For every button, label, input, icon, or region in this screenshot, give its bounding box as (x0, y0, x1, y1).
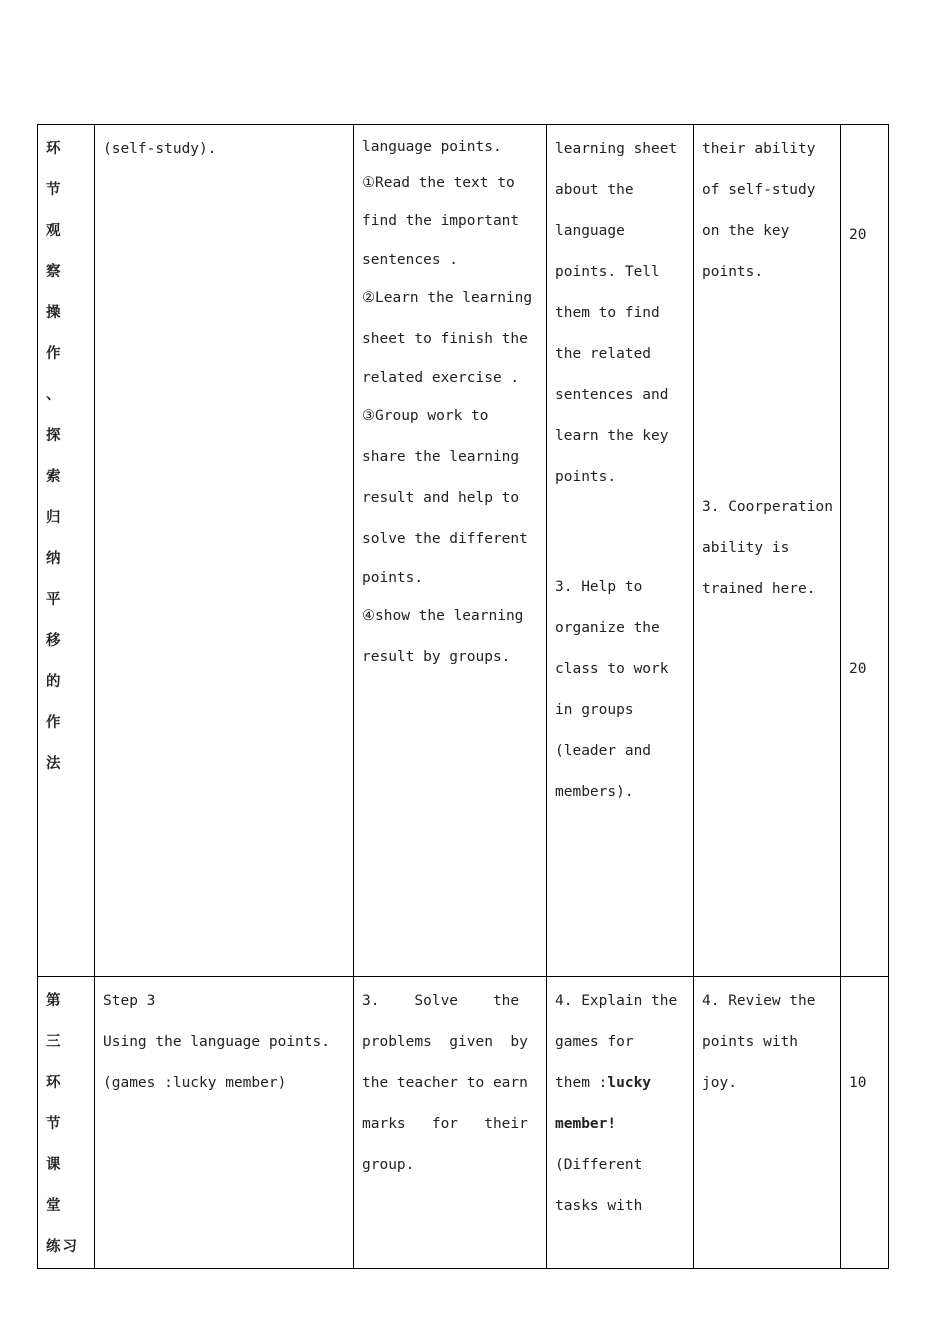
teacher-line (555, 1063, 687, 1104)
activity-line: share the learning (362, 449, 520, 465)
teacher-line: (Different (555, 1157, 643, 1173)
game-name-text: lucky (607, 1075, 652, 1091)
activity-line: marks for their (362, 1116, 528, 1132)
activity-line: points. (362, 570, 424, 586)
time-cell (841, 125, 889, 977)
teacher-cell (547, 125, 694, 977)
activity-line: related exercise . (362, 370, 520, 386)
teacher-line: learning sheet (555, 141, 678, 157)
content-text: (games :lucky member) (103, 1075, 287, 1091)
teacher-line: class to work (555, 661, 669, 677)
stage-text: 环 节 (46, 1075, 63, 1132)
teacher-line: sentences and (555, 387, 669, 403)
activity-line: group. (362, 1157, 415, 1173)
purpose-line: joy. (702, 1075, 737, 1091)
teacher-line: 4. Explain the (555, 993, 678, 1009)
teacher-line: in groups (555, 702, 634, 718)
activity-line: ④show the learning (362, 608, 524, 624)
purpose-line: ability is (702, 540, 790, 556)
activity-line: solve the different (362, 531, 528, 547)
teacher-line: members). (555, 784, 634, 800)
stage-text: 课 堂 (46, 1157, 63, 1214)
teacher-line: points. (555, 469, 617, 485)
purpose-line: their ability (702, 141, 816, 157)
activity-line: find the important (362, 213, 520, 229)
teacher-line: about the (555, 182, 634, 198)
teacher-line: 3. Help to (555, 579, 643, 595)
purpose-line: 3. Coorperation (702, 499, 833, 515)
purpose-line: trained here. (702, 581, 816, 597)
stage-text: 练习 (46, 1239, 79, 1255)
teacher-line: games for (555, 1034, 634, 1050)
stage-text: 作 、 (46, 346, 63, 403)
time-cell (841, 977, 889, 1269)
time-value: 20 (849, 227, 867, 243)
activity-line: language points. (362, 139, 502, 155)
stage-cell (38, 977, 95, 1269)
teacher-line: them to find (555, 305, 660, 321)
teacher-line: the related (555, 346, 652, 362)
purpose-cell (694, 125, 841, 977)
activity-line: ①Read the text to (362, 175, 515, 191)
stage-text: 观 察 (46, 223, 63, 280)
activity-line: the teacher to earn (362, 1075, 528, 1091)
activity-line: sentences . (362, 252, 459, 268)
teacher-text: them : (555, 1075, 608, 1091)
content-text: (self-study). (103, 141, 217, 157)
game-name-text: member! (555, 1116, 617, 1132)
content-text: Step 3 (103, 993, 156, 1009)
activity-line: result by groups. (362, 649, 511, 665)
teacher-line: (leader and (555, 743, 652, 759)
teacher-line: points. Tell (555, 264, 660, 280)
activity-line: ③Group work to (362, 408, 489, 424)
stage-text: 环 节 (46, 141, 63, 198)
purpose-line: of self-study (702, 182, 816, 198)
teacher-line: tasks with (555, 1198, 643, 1214)
purpose-line: points. (702, 264, 764, 280)
stage-cell (38, 125, 95, 977)
activity-line: problems given by (362, 1034, 528, 1050)
activity-cell (354, 125, 547, 977)
table-row (38, 125, 889, 977)
teacher-cell (547, 977, 694, 1269)
content-text: Using the language points. (103, 1034, 330, 1050)
activity-line: sheet to finish the (362, 331, 528, 347)
stage-text: 探 索 (46, 428, 63, 485)
lesson-plan-table (37, 124, 889, 1269)
purpose-line: 4. Review the (702, 993, 816, 1009)
stage-text: 操 (46, 305, 63, 321)
table-row (38, 977, 889, 1269)
stage-text: 法 (46, 756, 63, 772)
stage-text: 的 作 (46, 674, 63, 731)
teacher-line: organize the (555, 620, 660, 636)
activity-line: result and help to (362, 490, 520, 506)
activity-cell (354, 977, 547, 1269)
purpose-cell (694, 977, 841, 1269)
teacher-line: learn the key (555, 428, 669, 444)
activity-line: 3. Solve the (362, 993, 520, 1009)
content-cell (95, 977, 354, 1269)
teacher-line: language (555, 223, 625, 239)
time-value: 10 (849, 1075, 867, 1091)
stage-text: 平 移 (46, 592, 63, 649)
purpose-line: on the key (702, 223, 790, 239)
activity-line: ②Learn the learning (362, 290, 533, 306)
content-cell (95, 125, 354, 977)
stage-text: 归 纳 (46, 510, 63, 567)
purpose-line: points with (702, 1034, 799, 1050)
stage-text: 第 三 (46, 993, 63, 1050)
time-value: 20 (849, 661, 867, 677)
